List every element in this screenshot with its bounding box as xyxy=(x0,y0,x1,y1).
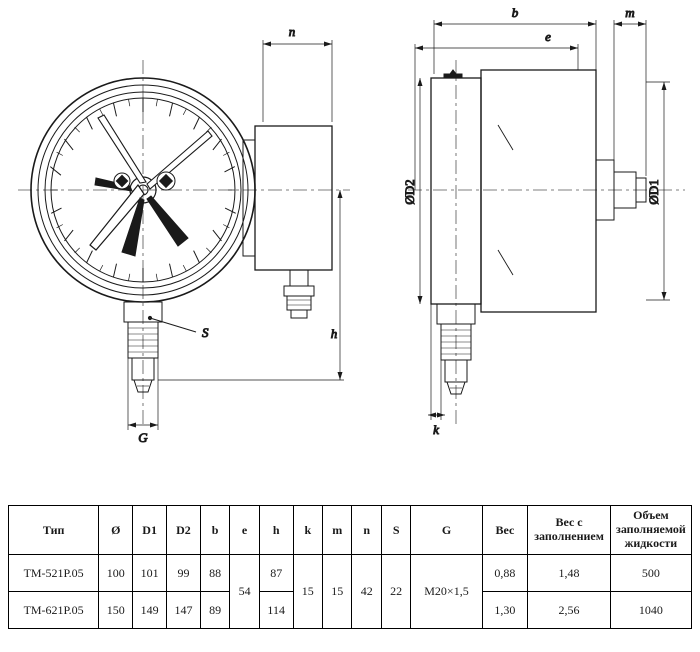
th-d1: D1 xyxy=(133,506,167,555)
label-S: S xyxy=(202,325,209,340)
dimension-b xyxy=(434,20,596,158)
th-e: e xyxy=(230,506,259,555)
cell-weight: 1,30 xyxy=(482,592,528,629)
label-h: h xyxy=(330,326,338,341)
cell-volume: 500 xyxy=(610,555,691,592)
cell-h: 114 xyxy=(259,592,293,629)
cell-k: 15 xyxy=(293,555,322,629)
table-row xyxy=(9,555,692,592)
cell-type: ТМ-521Р.05 xyxy=(9,555,99,592)
cell-d2: 99 xyxy=(167,555,201,592)
th-diameter: Ø xyxy=(99,506,133,555)
cell-g: M20×1,5 xyxy=(411,555,482,629)
label-G: G xyxy=(138,430,148,445)
label-m: m xyxy=(625,5,635,20)
specification-table-wrap xyxy=(8,505,692,629)
th-d2: D2 xyxy=(167,506,201,555)
cell-weight-filled: 2,56 xyxy=(528,592,611,629)
cell-e: 54 xyxy=(230,555,259,629)
label-D2: ØD2 xyxy=(402,179,417,205)
label-n: n xyxy=(288,24,296,39)
th-volume: Объем заполняемой жидкости xyxy=(610,506,691,555)
dimension-e xyxy=(415,44,578,190)
table-header-row xyxy=(9,506,692,555)
cell-n: 42 xyxy=(352,555,381,629)
cell-diameter: 150 xyxy=(99,592,133,629)
leader-S xyxy=(148,316,196,332)
cell-d2: 147 xyxy=(167,592,201,629)
dimension-D2 xyxy=(418,78,423,304)
cell-b: 88 xyxy=(200,555,229,592)
cell-diameter: 100 xyxy=(99,555,133,592)
th-h: h xyxy=(259,506,293,555)
label-e: e xyxy=(545,29,551,44)
dimension-n xyxy=(263,40,332,122)
cell-weight: 0,88 xyxy=(482,555,528,592)
th-k: k xyxy=(293,506,322,555)
th-type: Тип xyxy=(9,506,99,555)
th-m: m xyxy=(323,506,352,555)
label-k: k xyxy=(433,422,439,437)
cell-weight-filled: 1,48 xyxy=(528,555,611,592)
th-b: b xyxy=(200,506,229,555)
dimension-m xyxy=(614,20,646,176)
cell-d1: 149 xyxy=(133,592,167,629)
th-g: G xyxy=(411,506,482,555)
cell-b: 89 xyxy=(200,592,229,629)
cell-h: 87 xyxy=(259,555,293,592)
th-weight-filled: Вес с заполнением xyxy=(528,506,611,555)
th-weight: Вес xyxy=(482,506,528,555)
th-s: S xyxy=(381,506,410,555)
cell-volume: 1040 xyxy=(610,592,691,629)
cell-type: ТМ-621Р.05 xyxy=(9,592,99,629)
label-D1: ØD1 xyxy=(646,179,661,205)
label-b: b xyxy=(511,5,519,20)
cell-s: 22 xyxy=(381,555,410,629)
cell-d1: 101 xyxy=(133,555,167,592)
cell-m: 15 xyxy=(323,555,352,629)
contact-box-left-view xyxy=(243,126,332,318)
specification-table xyxy=(8,505,692,629)
th-n: n xyxy=(352,506,381,555)
